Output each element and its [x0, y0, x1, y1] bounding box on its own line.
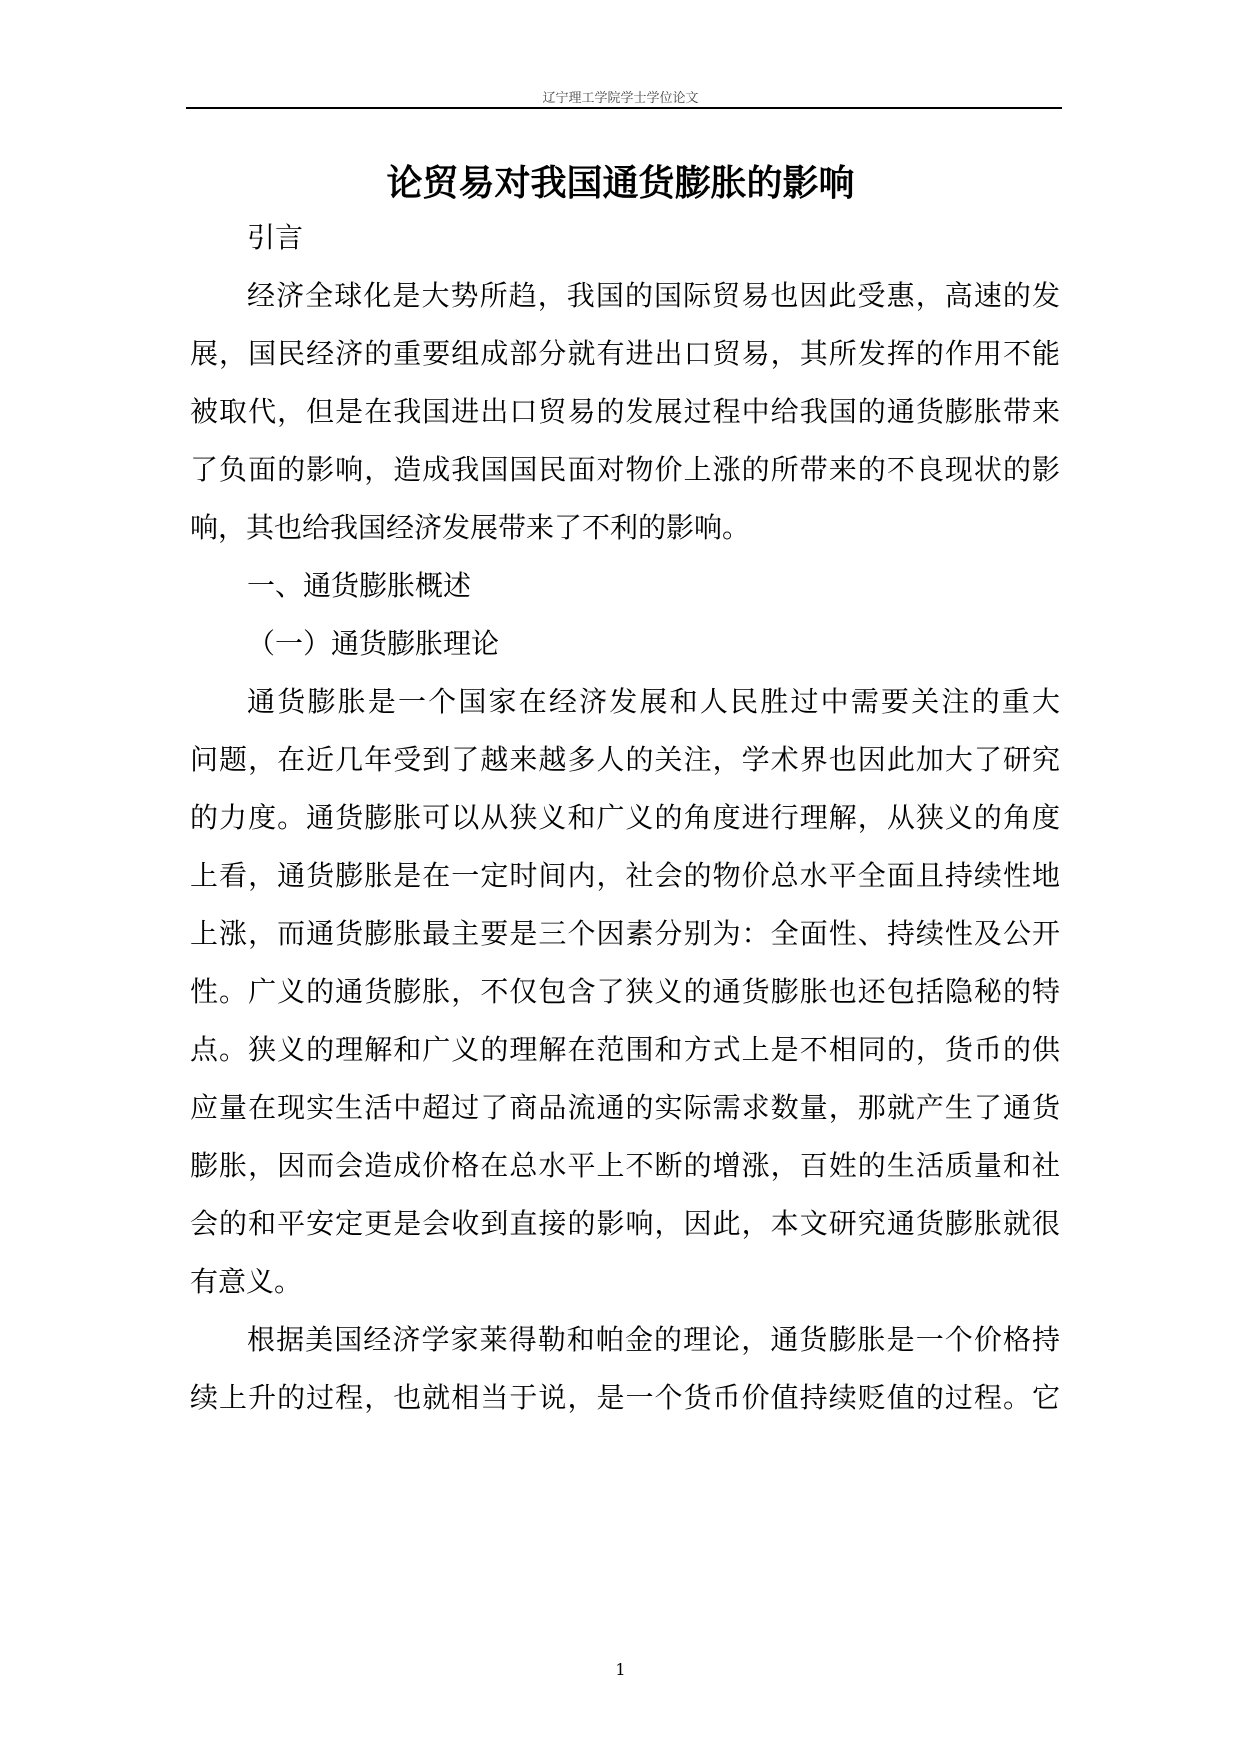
section-heading-intro: 引言 — [247, 221, 304, 254]
paragraph-line: 续上升的过程，也就相当于说，是一个货币价值持续贬值的过程。它 — [190, 1381, 1060, 1414]
paragraph-line: 问题，在近几年受到了越来越多人的关注，学术界也因此加大了研究 — [190, 743, 1060, 776]
paper-title: 论贸易对我国通货膨胀的影响 — [386, 163, 855, 204]
page-number: 1 — [615, 1660, 626, 1679]
paragraph-line: 上看，通货膨胀是在一定时间内，社会的物价总水平全面且持续性地 — [190, 859, 1060, 892]
subsection-heading-1-1: （一）通货膨胀理论 — [247, 627, 500, 660]
paragraph-line: 根据美国经济学家莱得勒和帕金的理论，通货膨胀是一个价格持 — [247, 1323, 1060, 1356]
paragraph-line: 展，国民经济的重要组成部分就有进出口贸易，其所发挥的作用不能 — [190, 337, 1060, 370]
paragraph-line: 应量在现实生活中超过了商品流通的实际需求数量，那就产生了通货 — [190, 1091, 1060, 1124]
paragraph-line: 膨胀，因而会造成价格在总水平上不断的增涨，百姓的生活质量和社 — [190, 1149, 1060, 1182]
header-rule — [186, 107, 1062, 109]
running-header: 辽宁理工学院学士学位论文 — [542, 91, 699, 106]
paragraph-line: 有意义。 — [190, 1265, 303, 1298]
paragraph-line: 响，其也给我国经济发展带来了不利的影响。 — [190, 511, 751, 544]
paragraph-line: 会的和平安定更是会收到直接的影响，因此，本文研究通货膨胀就很 — [190, 1207, 1060, 1240]
paragraph-line: 被取代，但是在我国进出口贸易的发展过程中给我国的通货膨胀带来 — [190, 395, 1060, 428]
section-heading-1: 一、通货膨胀概述 — [247, 569, 472, 602]
paragraph-line: 通货膨胀是一个国家在经济发展和人民胜过中需要关注的重大 — [247, 685, 1060, 718]
paragraph-line: 了负面的影响，造成我国国民面对物价上涨的所带来的不良现状的影 — [190, 453, 1060, 486]
paragraph-line: 性。广义的通货膨胀，不仅包含了狭义的通货膨胀也还包括隐秘的特 — [190, 975, 1060, 1008]
paragraph-line: 经济全球化是大势所趋，我国的国际贸易也因此受惠，高速的发 — [247, 279, 1060, 312]
paragraph-line: 上涨，而通货膨胀最主要是三个因素分别为：全面性、持续性及公开 — [190, 917, 1060, 950]
paragraph-line: 的力度。通货膨胀可以从狭义和广义的角度进行理解，从狭义的角度 — [190, 801, 1060, 834]
paragraph-line: 点。狭义的理解和广义的理解在范围和方式上是不相同的，货币的供 — [190, 1033, 1060, 1066]
